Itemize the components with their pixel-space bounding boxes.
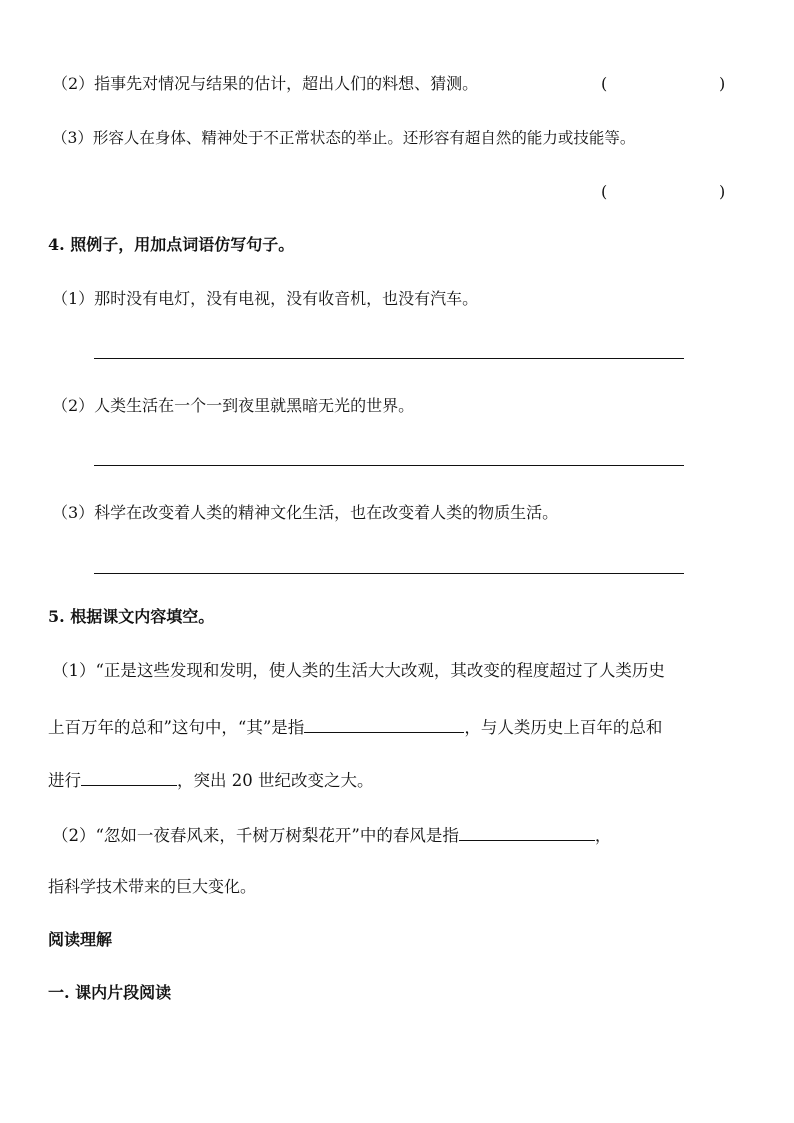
section-5-heading: 5. 根据课文内容填空。: [48, 607, 215, 626]
item-2-text: （2）指事先对情况与结果的估计，超出人们的料想、猜测。: [52, 74, 479, 93]
section-5-q1-line2: [48, 714, 662, 739]
item-3-open-paren: (: [601, 182, 608, 201]
section-5-q2-line1: [52, 822, 611, 847]
section-5-q1-line1: （1）“正是这些发现和发明，使人类的生活大大改观，其改变的程度超过了人类历史: [52, 661, 665, 680]
answer-line-2[interactable]: [94, 465, 684, 466]
fill-blank-qi[interactable]: [304, 714, 464, 733]
fill-blank-comparison[interactable]: [81, 767, 177, 786]
item-2-open-paren: (: [601, 74, 608, 93]
section-5-q1-line3: [48, 767, 374, 792]
item-2-close-paren: ): [719, 74, 726, 93]
section-5-q1-line3-start: 进行: [48, 771, 81, 790]
section-4-item-2: （2）人类生活在一个一到夜里就黑暗无光的世界。: [52, 396, 415, 415]
section-4-heading: 4. 照例子，用加点词语仿写句子。: [48, 235, 295, 254]
reading-subheading: 一. 课内片段阅读: [48, 983, 172, 1002]
answer-line-1[interactable]: [94, 358, 684, 359]
section-5-q1-line3-end: ，突出 20 世纪改变之大。: [177, 771, 374, 790]
section-5-q1-line2-end: ，与人类历史上百年的总和: [464, 718, 663, 737]
item-3-close-paren: ): [719, 182, 726, 201]
answer-line-3[interactable]: [94, 573, 684, 574]
fill-blank-spring-wind[interactable]: [459, 822, 595, 841]
section-5-q2-line2: 指科学技术带来的巨大变化。: [48, 877, 257, 896]
section-5-q2-line1-end: ，: [594, 826, 612, 845]
section-4-item-1: （1）那时没有电灯，没有电视，没有收音机，也没有汽车。: [52, 289, 479, 308]
section-4-item-3: （3）科学在改变着人类的精神文化生活，也在改变着人类的物质生活。: [52, 503, 559, 522]
reading-heading: 阅读理解: [48, 930, 113, 949]
section-5-q2-line1-start: （2）“忽如一夜春风来，千树万树梨花开”中的春风是指: [52, 826, 459, 845]
item-3-text: （3）形容人在身体、精神处于不正常状态的举止。还形容有超自然的能力或技能等。: [52, 129, 636, 147]
section-5-q1-line2-start: 上百万年的总和”这句中，“其”是指: [48, 718, 305, 737]
